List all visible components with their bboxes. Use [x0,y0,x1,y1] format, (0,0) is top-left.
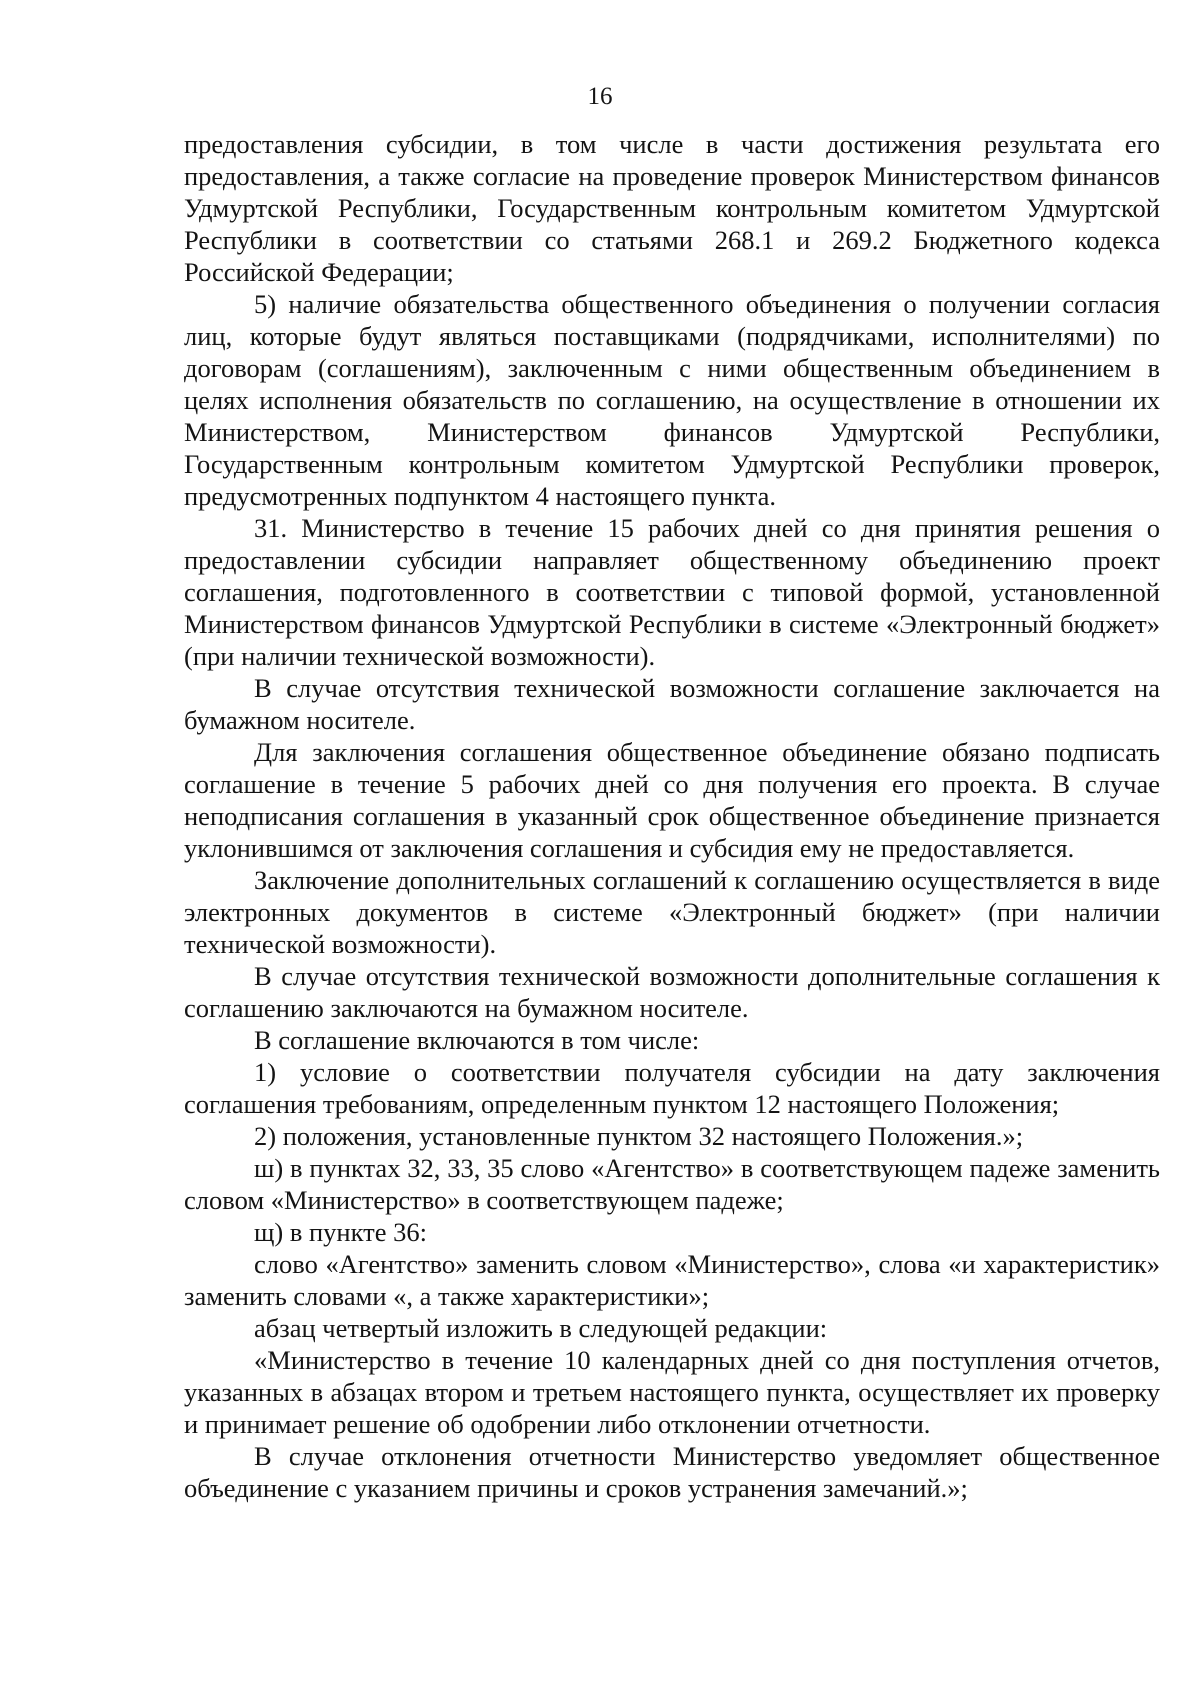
paragraph: 1) условие о соответствии получателя субсидии на дату заключения соглашения требованиям, определенным пунктом 12 настоящего Положения; [184,1057,1160,1119]
paragraph: абзац четвертый изложить в следующей редакции: [254,1313,828,1343]
paragraph: щ) в пункте 36: [254,1217,427,1247]
document-body [184,128,1160,1504]
paragraph: Заключение дополнительных соглашений к соглашению осуществляется в виде электронных документов в системе «Электронный бюджет» (при наличии технической возможности). [184,865,1160,959]
paragraph: слово «Агентство» заменить словом «Министерство», слова «и характеристик» заменить словами «, а также характеристики»; [184,1249,1160,1311]
paragraph: 5) наличие обязательства общественного объединения о получении согласия лиц, которые будут являться поставщиками (подрядчиками, исполнителями) по договорам (соглашениям), заключенным с ними общественным объединением в целях исполнения обязательств по соглашению, на осуществление в отношении их Министерством, Министерством финансов Удмуртской Республики, Государственным контрольным комитетом Удмуртской Республики проверок, предусмотренных подпунктом 4 настоящего пункта. [184,289,1160,511]
page-number: 16 [587,83,613,110]
paragraph: В соглашение включаются в том числе: [254,1025,700,1055]
paragraph: Для заключения соглашения общественное объединение обязано подписать соглашение в течение 5 рабочих дней со дня получения его проекта. В случае неподписания соглашения в указанный срок общественное объединение признается уклонившимся от заключения соглашения и субсидия ему не предоставляется. [184,737,1160,863]
paragraph: В случае отсутствия технической возможности дополнительные соглашения к соглашению заключаются на бумажном носителе. [184,961,1160,1023]
paragraph: В случае отклонения отчетности Министерство уведомляет общественное объединение с указанием причины и сроков устранения замечаний.»; [184,1441,1160,1503]
paragraph: «Министерство в течение 10 календарных дней со дня поступления отчетов, указанных в абзацах втором и третьем настоящего пункта, осуществляет их проверку и принимает решение об одобрении либо отклонении отчетности. [184,1345,1160,1439]
paragraph: В случае отсутствия технической возможности соглашение заключается на бумажном носителе. [184,673,1160,735]
paragraph: 2) положения, установленные пунктом 32 настоящего Положения.»; [254,1121,1024,1151]
paragraph: ш) в пунктах 32, 33, 35 слово «Агентство» в соответствующем падеже заменить словом «Министерство» в соответствующем падеже; [184,1153,1160,1215]
paragraph: предоставления субсидии, в том числе в части достижения результата его предоставления, а также согласие на проведение проверок Министерством финансов Удмуртской Республики, Государственным контрольным комитетом Удмуртской Республики в соответствии со статьями 268.1 и 269.2 Бюджетного кодекса Российской Федерации; [184,129,1160,287]
paragraph: 31. Министерство в течение 15 рабочих дней со дня принятия решения о предоставлении субсидии направляет общественному объединению проект соглашения, подготовленного в соответствии с типовой формой, установленной Министерством финансов Удмуртской Республики в системе «Электронный бюджет» (при наличии технической возможности). [184,513,1160,671]
